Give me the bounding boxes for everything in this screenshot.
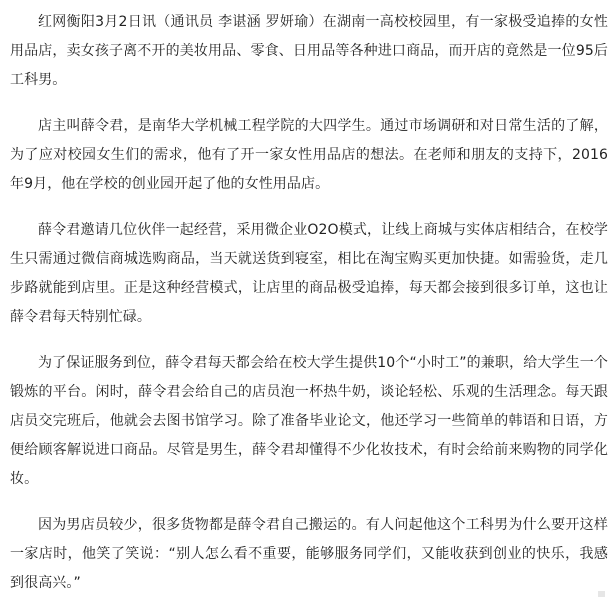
article-body [10,0,608,615]
article-paragraph-2: 店主叫薛令君，是南华大学机械工程学院的大四学生。通过市场调研和对日常生活的了解，为了应对校园女生们的需求，他有了开一家女性用品店的想法。在老师和朋友的支持下，2016年9月，他在学校的创业园开起了他的女性用品店。 [10,118,608,192]
article-paragraph-5: 因为男店员较少，很多货物都是薛令君自己搬运的。有人问起他这个工科男为什么要开这样一家店时，他笑了笑说：“别人怎么看不重要，能够服务同学们，又能收获到创业的快乐，我感到很高兴。” [10,517,608,591]
scrollbar-corner [598,591,605,597]
article-paragraph-4: 为了保证服务到位，薛令君每天都会给在校大学生提供10个“小时工”的兼职，给大学生一个锻炼的平台。闲时，薛令君会给自己的店员泡一杯热牛奶，谈论轻松、乐观的生活理念。每天跟店员交完班后，他就会去图书馆学习。除了准备毕业论文，他还学习一些简单的韩语和日语，方便给顾客解说进口商品。尽管是男生，薛令君却懂得不少化妆技术，有时会给前来购物的同学化妆。 [10,355,608,487]
article-paragraph-1: 红网衡阳3月2日讯（通讯员 李谌涵 罗妍瑜）在湖南一高校校园里，有一家极受追捧的女性用品店，卖女孩子离不开的美妆用品、零食、日用品等各种进口商品，而开店的竟然是一位95后工科男。 [10,14,608,88]
article-paragraph-3: 薛令君邀请几位伙伴一起经营，采用微企业O2O模式，让线上商城与实体店相结合，在校学生只需通过微信商城选购商品，当天就送货到寝室，相比在淘宝购买更加快捷。如需验货，走几步路就能到店里。正是这种经营模式，让店里的商品极受追捧，每天都会接到很多订单，这也让薛令君每天特别忙碌。 [10,222,608,325]
